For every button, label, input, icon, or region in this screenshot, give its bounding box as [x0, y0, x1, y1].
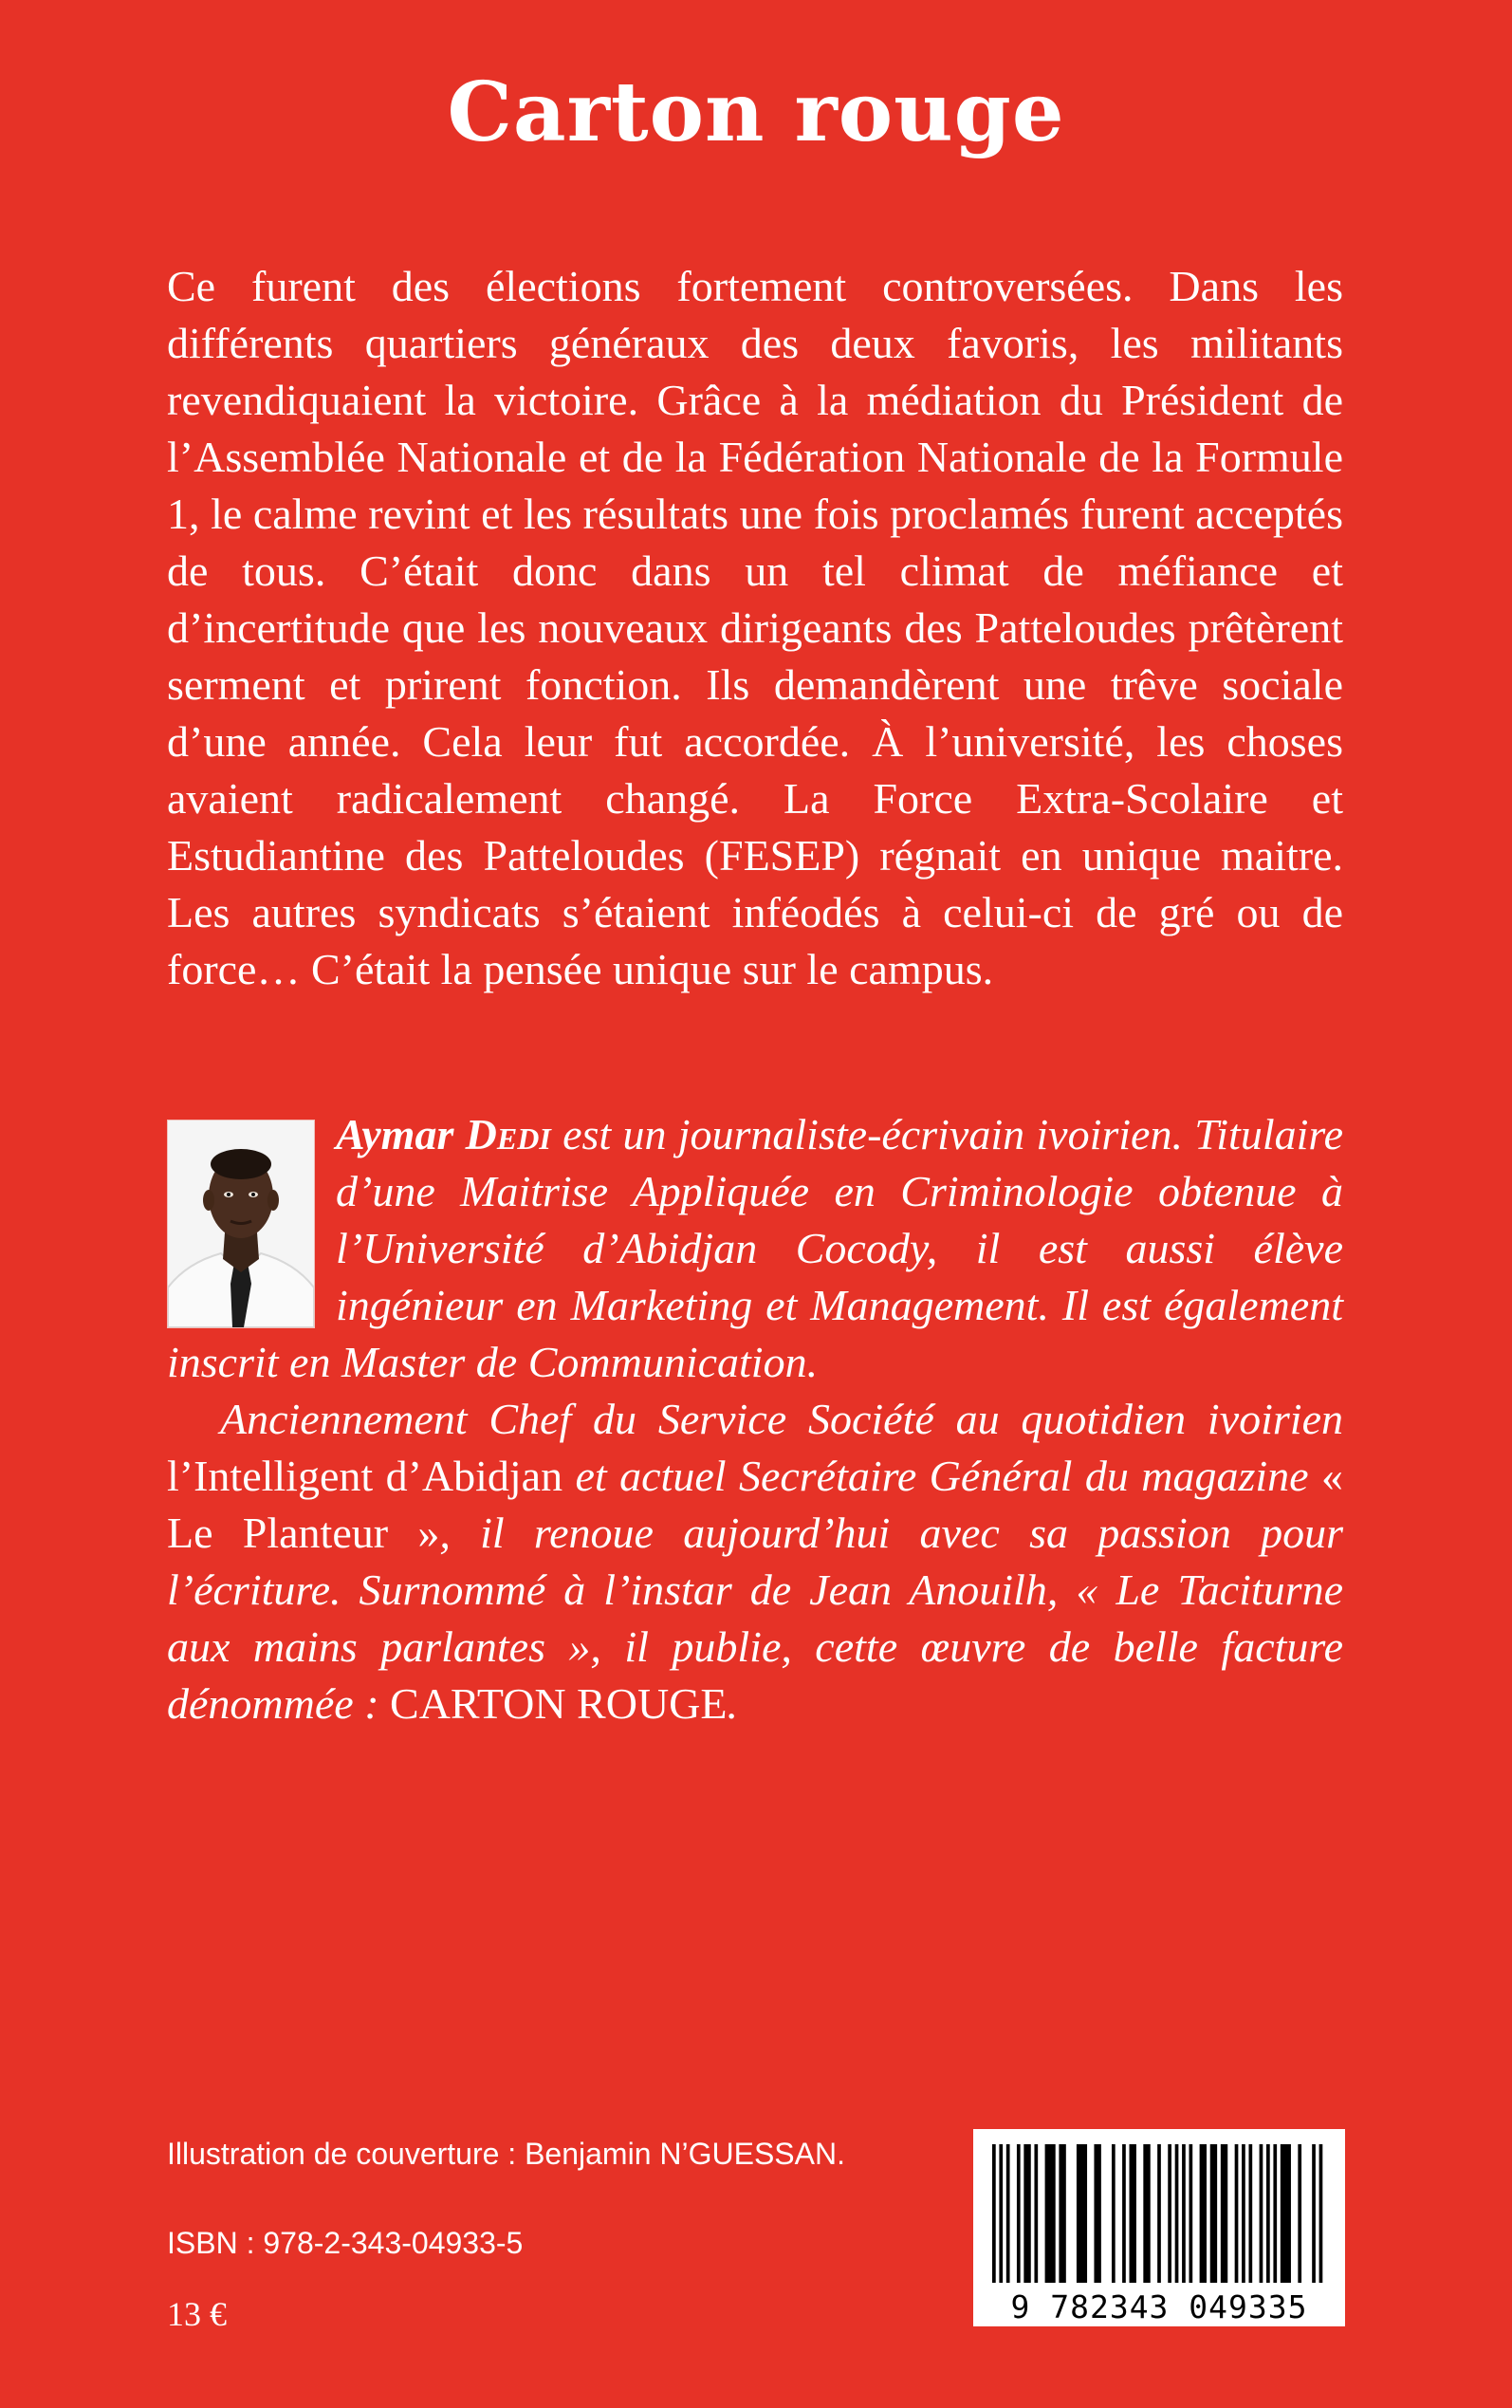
bio-p2-end: .: [727, 1679, 738, 1728]
author-bio: [167, 1106, 1343, 1732]
barcode: [973, 2129, 1345, 2326]
bio-p2-b: et actuel Secrétaire Général du magazine: [562, 1452, 1321, 1500]
barcode-bar: [1182, 2144, 1186, 2283]
isbn: ISBN : 978-2-343-04933-5: [167, 2226, 524, 2260]
bio-paragraph-2: [167, 1391, 1343, 1732]
barcode-bar: [1298, 2144, 1301, 2283]
barcode-bar: [1235, 2144, 1239, 2283]
barcode-bar: [1017, 2144, 1021, 2283]
bio-book-title: CARTON ROUGE: [390, 1679, 728, 1728]
author-last-name: Dedi: [465, 1110, 551, 1158]
author-first-name: Aymar: [336, 1110, 454, 1158]
barcode-bar: [1221, 2144, 1227, 2283]
barcode-bar: [1260, 2144, 1263, 2283]
barcode-bar: [1266, 2144, 1270, 2283]
bio-magazine-name: « Le Planteur »: [167, 1452, 1343, 1557]
bio-p1-text: est un journaliste-écrivain ivoirien. Titulaire d’une Maitrise Appliquée en Criminologie obtenue à l’Université d’Abidjan Cocody, il est aussi élève ingénieur en Marketing et Management. Il est également inscrit en Master de Communication.: [167, 1110, 1344, 1386]
barcode-bar: [1157, 2144, 1161, 2283]
illustration-credit: Illustration de couverture : Benjamin N’GUESSAN.: [167, 2137, 845, 2171]
barcode-bar: [999, 2144, 1003, 2283]
book-title: Carton rouge: [447, 65, 1065, 160]
author-photo: [167, 1120, 315, 1328]
synopsis-text: Ce furent des élections fortement controversées. Dans les différents quartiers généraux des deux favoris, les militants revendiquaient la victoire. Grâce à la médiation du Président de l’Assemblée Nationale et de la Fédération Nationale de la Formule 1, le calme revint et les résultats une fois proclamés furent acceptés de tous. C’était donc dans un tel climat de méfiance et d’incertitude que les nouveaux dirigeants des Patteloudes prêtèrent serment et prirent fonction. Ils demandèrent une trêve sociale d’une année. Cela leur fut accordée. À l’université, les choses avaient radicalement changé. La Force Extra-Scolaire et Estudiantine des Patteloudes (FESEP) régnait en unique maitre. Les autres syndicats s’étaient inféodés à celui-ci de gré ou de force… C’était la pensée unique sur le campus.: [167, 262, 1343, 993]
barcode-bar: [1312, 2144, 1316, 2283]
barcode-bar: [1175, 2144, 1179, 2283]
barcode-bar: [1242, 2144, 1245, 2283]
barcode-bar: [1059, 2144, 1065, 2283]
barcode-bar: [1112, 2144, 1116, 2283]
barcode-bar: [1319, 2144, 1323, 2283]
barcode-bar: [1248, 2144, 1252, 2283]
bio-p2-c: , il renoue aujourd’hui avec sa passion pour l’écriture. Surnommé à l’instar de Jean Anouilh, « Le Taciturne aux mains parlantes », il publie, cette œuvre de belle facture dénommée :: [167, 1509, 1343, 1728]
barcode-bar: [1189, 2144, 1192, 2283]
barcode-digits: 9 782343 049335: [1010, 2288, 1308, 2325]
bio-p2-a: Anciennement Chef du Service Société au quotidien ivoirien: [220, 1395, 1343, 1443]
barcode-bar: [1143, 2144, 1150, 2283]
barcode-bar: [1210, 2144, 1217, 2283]
barcode-bar: [1006, 2144, 1010, 2283]
barcode-bar: [1273, 2144, 1277, 2283]
barcode-bar: [1281, 2144, 1291, 2283]
bio-newspaper-name: l’Intelligent d’Abidjan: [167, 1452, 563, 1500]
barcode-bar: [1130, 2144, 1136, 2283]
barcode-bar: [1034, 2144, 1038, 2283]
barcode-bar: [1094, 2144, 1100, 2283]
barcode-bar: [1023, 2144, 1030, 2283]
price: 13 €: [167, 2295, 227, 2333]
barcode-bar: [1122, 2144, 1126, 2283]
barcode-bar: [1168, 2144, 1171, 2283]
bio-paragraph-1: [167, 1106, 1343, 1391]
barcode-bar: [1200, 2144, 1207, 2283]
barcode-bar: [1077, 2144, 1087, 2283]
barcode-bar: [1045, 2144, 1056, 2283]
barcode-bar: [992, 2144, 996, 2283]
